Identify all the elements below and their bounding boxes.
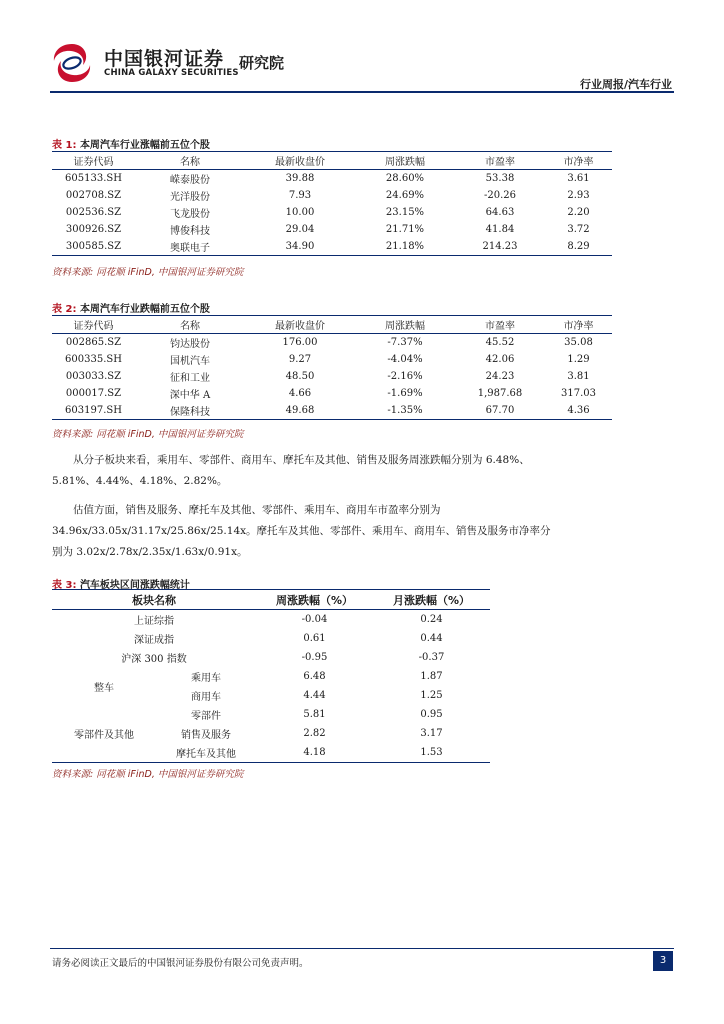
sector-name: 深证成指 — [134, 635, 174, 646]
table2-caption-number: 表 2: — [52, 304, 77, 315]
cell: 603197.SH — [65, 405, 122, 416]
report-category: 行业周报/汽车行业 — [579, 78, 672, 91]
monthly-change: 1.53 — [420, 747, 443, 758]
cell: 24.69% — [385, 190, 425, 201]
paragraph-valuation: 估值方面，销售及服务、摩托车及其他、零部件、乘用车、商用车市盈率分别为 34.96x/33.05x/31.17x/25.86x/25.14x。摩托车及其他、零部件、乘用车、商用车、销售及服务市净率分别为 3.02x/2.78x/2.35x/1.63x/0.91x。 — [52, 504, 551, 558]
table2-top-losers — [52, 315, 612, 420]
table2-col-pe: 市盈率 — [485, 321, 515, 332]
table-row — [52, 221, 612, 238]
cell: 003033.SZ — [65, 371, 122, 382]
table2-caption — [52, 300, 210, 315]
table3-col-sector: 板块名称 — [132, 593, 176, 607]
table3-header-row — [52, 590, 490, 610]
cell: 7.93 — [288, 190, 312, 201]
table-row — [52, 705, 490, 724]
weekly-change: -0.95 — [301, 652, 328, 663]
table1-col-code: 证券代码 — [73, 157, 114, 168]
table1-col-pe: 市盈率 — [485, 157, 515, 168]
footer-divider — [50, 948, 674, 949]
cell: 2.93 — [567, 190, 590, 201]
cell: 9.27 — [288, 354, 312, 365]
table2-caption-text: 本周汽车行业跌幅前五位个股 — [79, 304, 210, 315]
table2-col-pb: 市净率 — [563, 321, 594, 332]
table1-caption-number: 表 1: — [52, 140, 77, 151]
paragraph-sector-performance: 从分子板块来看，乘用车、零部件、商用车、摩托车及其他、销售及服务周涨跌幅分别为 6.48%、5.81%、4.44%、4.18%、2.82%。 — [52, 454, 530, 487]
sector-name: 沪深 300 指数 — [121, 654, 187, 665]
cell: 41.84 — [485, 224, 515, 235]
cell: 光洋股份 — [170, 192, 210, 203]
sector-name: 上证综指 — [134, 616, 174, 627]
cell: 002865.SZ — [65, 337, 122, 348]
cell: 钧达股份 — [170, 339, 210, 350]
cell: 214.23 — [482, 241, 518, 252]
weekly-change: 5.81 — [303, 709, 326, 720]
table3-col-weekly: 周涨跌幅（%） — [275, 593, 354, 607]
table3-caption-text: 汽车板块区间涨跌幅统计 — [79, 580, 190, 591]
table-row — [52, 610, 490, 630]
table-row — [52, 648, 490, 667]
cell: 国机汽车 — [170, 356, 210, 367]
cell: 000017.SZ — [65, 388, 122, 399]
logo-chinese-name: 中国银河证券 — [104, 48, 225, 70]
cell: 600335.SH — [65, 354, 122, 365]
cell: 飞龙股份 — [170, 209, 210, 220]
cell: 4.36 — [567, 405, 590, 416]
cell: 2.20 — [567, 207, 590, 218]
cell: 67.70 — [485, 405, 515, 416]
cell: 002536.SZ — [65, 207, 122, 218]
table3-caption-number: 表 3: — [52, 580, 77, 591]
table-row — [52, 402, 612, 420]
table-row — [52, 170, 612, 188]
group-vehicles: 整车 — [94, 682, 114, 694]
sector-name: 零部件 — [191, 711, 221, 722]
logo-institute: 研究院 — [239, 54, 285, 72]
cell: 23.15% — [385, 207, 425, 218]
weekly-change: 2.82 — [303, 728, 326, 739]
cell: 21.18% — [385, 241, 425, 252]
footer-disclaimer: 请务必阅读正文最后的中国银河证券股份有限公司免责声明。 — [52, 958, 309, 969]
cell: 29.04 — [285, 224, 315, 235]
header-divider — [50, 91, 674, 93]
cell: 42.06 — [485, 354, 515, 365]
monthly-change: -0.37 — [418, 652, 445, 663]
cell: 39.88 — [285, 173, 315, 184]
table-row — [52, 351, 612, 368]
table-row — [52, 385, 612, 402]
sector-name: 乘用车 — [191, 673, 221, 684]
table3-source-note: 资料来源: 同花顺 iFinD, 中国银河证券研究院 — [52, 769, 244, 780]
table-row — [52, 334, 612, 352]
table2-col-close: 最新收盘价 — [275, 321, 325, 332]
weekly-change: 6.48 — [303, 671, 326, 682]
cell: 48.50 — [285, 371, 315, 382]
galaxy-logo-icon — [50, 41, 94, 85]
cell: 21.71% — [385, 224, 425, 235]
table2-col-code: 证券代码 — [73, 321, 114, 332]
cell: -20.26 — [483, 190, 516, 201]
monthly-change: 0.95 — [420, 709, 443, 720]
table3-col-monthly: 月涨跌幅（%） — [392, 593, 471, 607]
table2-source-note: 资料来源: 同花顺 iFinD, 中国银河证券研究院 — [52, 429, 244, 440]
table1-col-pb: 市净率 — [563, 157, 594, 168]
page-number: 3 — [653, 951, 673, 971]
cell: 34.90 — [285, 241, 315, 252]
cell: 征和工业 — [170, 373, 210, 384]
logo-english-name: CHINA GALAXY SECURITIES — [104, 68, 239, 78]
monthly-change: 0.44 — [420, 633, 443, 644]
body-text — [52, 450, 552, 563]
table1-source-note: 资料来源: 同花顺 iFinD, 中国银河证券研究院 — [52, 267, 244, 278]
table1-caption-text: 本周汽车行业涨幅前五位个股 — [79, 140, 210, 151]
table-row — [52, 187, 612, 204]
cell: -1.35% — [387, 405, 423, 416]
cell: 嵘泰股份 — [170, 175, 210, 186]
cell: 53.38 — [485, 173, 515, 184]
cell: -4.04% — [387, 354, 423, 365]
cell: 300585.SZ — [65, 241, 122, 252]
table1-col-close: 最新收盘价 — [275, 157, 325, 168]
monthly-change: 1.87 — [420, 671, 443, 682]
group-parts-and-others: 零部件及其他 — [74, 730, 134, 741]
cell: 300926.SZ — [65, 224, 122, 235]
cell: 3.61 — [567, 173, 590, 184]
weekly-change: 4.44 — [303, 690, 326, 701]
monthly-change: 3.17 — [420, 728, 443, 739]
table-row — [52, 204, 612, 221]
sector-name: 摩托车及其他 — [176, 749, 236, 760]
cell: 45.52 — [485, 337, 515, 348]
cell: 605133.SH — [65, 173, 122, 184]
sector-name: 商用车 — [191, 692, 221, 703]
monthly-change: 1.25 — [420, 690, 443, 701]
cell: -7.37% — [387, 337, 423, 348]
table2-col-name: 名称 — [180, 321, 200, 332]
cell: 1,987.68 — [477, 388, 523, 399]
cell: 奥联电子 — [170, 243, 210, 254]
table1-caption — [52, 136, 210, 151]
cell: 49.68 — [285, 405, 315, 416]
cell: 3.72 — [567, 224, 590, 235]
monthly-change: 0.24 — [420, 614, 443, 625]
cell: 10.00 — [285, 207, 315, 218]
table3-sector-changes — [52, 589, 490, 763]
cell: 博俊科技 — [170, 226, 210, 237]
table2-header-row — [52, 316, 612, 334]
cell: 3.81 — [567, 371, 590, 382]
table1-col-weekly-change: 周涨跌幅 — [385, 157, 425, 168]
cell: 64.63 — [485, 207, 515, 218]
cell: 28.60% — [385, 173, 425, 184]
sector-name: 销售及服务 — [181, 730, 231, 741]
table1-col-name: 名称 — [180, 157, 200, 168]
cell: -1.69% — [387, 388, 423, 399]
table1-header-row — [52, 152, 612, 170]
cell: 35.08 — [564, 337, 593, 348]
weekly-change: 4.18 — [303, 747, 326, 758]
weekly-change: 0.61 — [303, 633, 326, 644]
table-row — [52, 629, 490, 648]
cell: 4.66 — [288, 388, 312, 399]
table-row — [52, 667, 490, 686]
table1-top-gainers — [52, 151, 612, 256]
cell: 1.29 — [567, 354, 590, 365]
cell: -2.16% — [387, 371, 423, 382]
table2-col-weekly-change: 周涨跌幅 — [385, 321, 425, 332]
cell: 8.29 — [567, 241, 590, 252]
cell: 317.03 — [561, 388, 596, 399]
cell: 176.00 — [282, 337, 318, 348]
weekly-change: -0.04 — [301, 614, 328, 625]
cell: 24.23 — [485, 371, 515, 382]
cell: 保隆科技 — [170, 407, 210, 418]
cell: 002708.SZ — [65, 190, 122, 201]
table-row — [52, 368, 612, 385]
cell: 深中华 A — [169, 390, 211, 401]
table-row — [52, 238, 612, 256]
